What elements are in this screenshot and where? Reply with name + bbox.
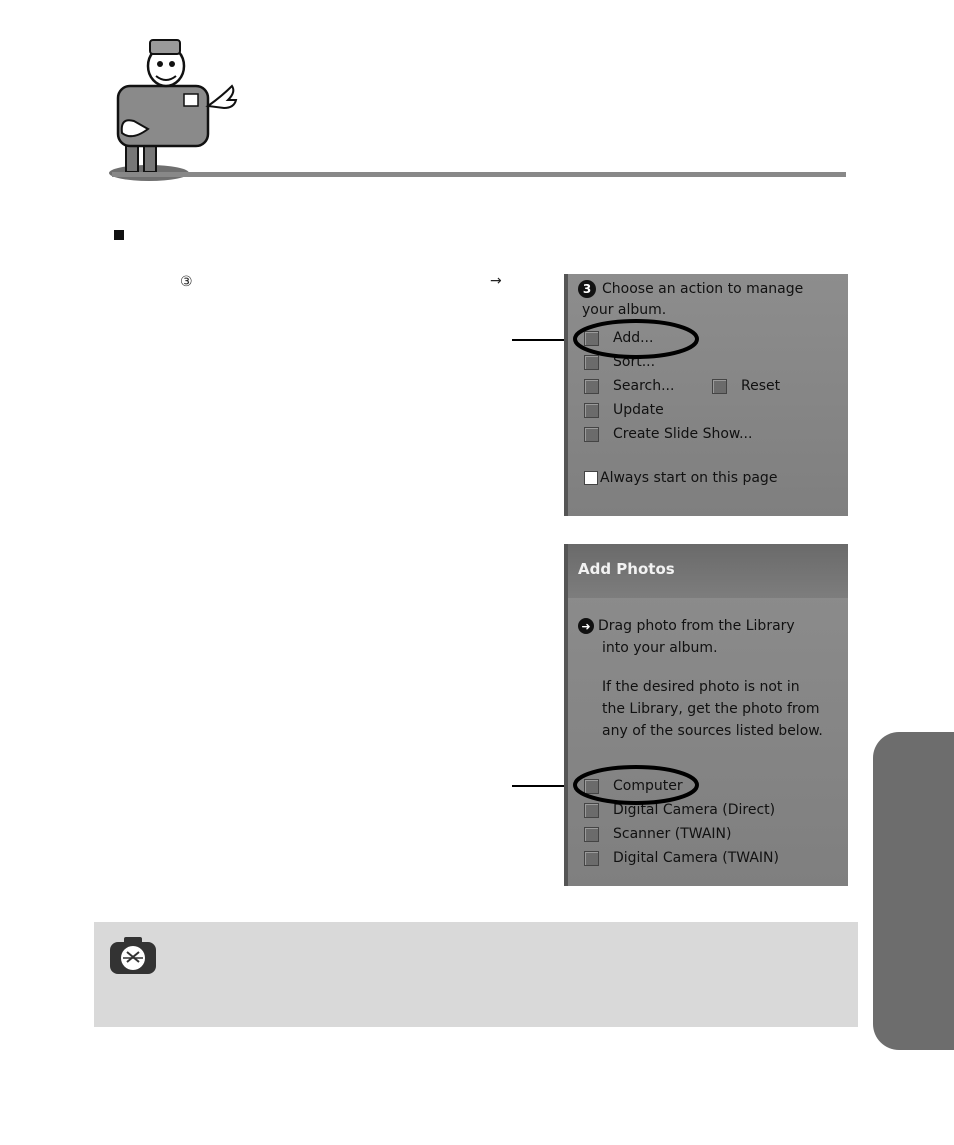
action-slideshow-label: Create Slide Show... (613, 426, 753, 442)
arrow-right-icon: ➜ (578, 618, 594, 634)
source-scanner-label: Scanner (TWAIN) (613, 826, 732, 842)
always-start-checkbox[interactable] (584, 471, 598, 485)
info-line1: If the desired photo is not in (602, 679, 800, 695)
source-computer-label: Computer (613, 778, 683, 794)
actions-heading-line2: your album. (582, 302, 667, 318)
info-line3: any of the sources listed below. (602, 723, 823, 739)
always-start-label: Always start on this page (600, 470, 778, 486)
source-camera-twain[interactable] (584, 850, 779, 866)
action-sort-label: Sort... (613, 354, 656, 370)
action-reset-label: Reset (741, 378, 781, 394)
bullet-square (114, 230, 124, 240)
drag-instruction (578, 618, 795, 634)
highlight-ellipse (572, 764, 700, 806)
action-search-label: Search... (613, 378, 675, 394)
action-slideshow[interactable] (584, 426, 752, 442)
action-add-label: Add... (613, 330, 654, 346)
info-line2: the Library, get the photo from (602, 701, 820, 717)
drag-instruction-line1: Drag photo from the Library (598, 618, 795, 634)
drag-instruction-line2: into your album. (602, 640, 718, 656)
action-search[interactable] (584, 378, 674, 394)
step-arrow: → (490, 273, 502, 289)
action-update-label: Update (613, 402, 664, 418)
chapter-side-tab (873, 732, 954, 1050)
step-three-badge: 3 (578, 280, 596, 298)
source-scanner[interactable] (584, 826, 731, 842)
add-photos-title: Add Photos (568, 544, 848, 598)
action-slideshow-checkbox[interactable] (584, 427, 599, 442)
source-camera-twain-label: Digital Camera (TWAIN) (613, 850, 779, 866)
action-reset-checkbox[interactable] (712, 379, 727, 394)
step-number: ③ (180, 274, 193, 290)
header-rule (112, 172, 846, 177)
action-update-checkbox[interactable] (584, 403, 599, 418)
source-scanner-checkbox[interactable] (584, 827, 599, 842)
highlight-ellipse (572, 318, 700, 360)
action-search-checkbox[interactable] (584, 379, 599, 394)
album-actions-panel (564, 274, 848, 516)
source-camera-direct-label: Digital Camera (Direct) (613, 802, 776, 818)
actions-heading (578, 280, 803, 298)
note-box (94, 922, 858, 1027)
camera-mascot-icon (104, 36, 244, 186)
source-camera-twain-checkbox[interactable] (584, 851, 599, 866)
caution-camera-icon (108, 936, 158, 976)
actions-heading-line1: Choose an action to manage (602, 281, 804, 297)
action-update[interactable] (584, 402, 664, 418)
action-reset[interactable] (712, 378, 780, 394)
add-photos-panel (564, 544, 848, 886)
always-start-option[interactable] (584, 470, 777, 486)
